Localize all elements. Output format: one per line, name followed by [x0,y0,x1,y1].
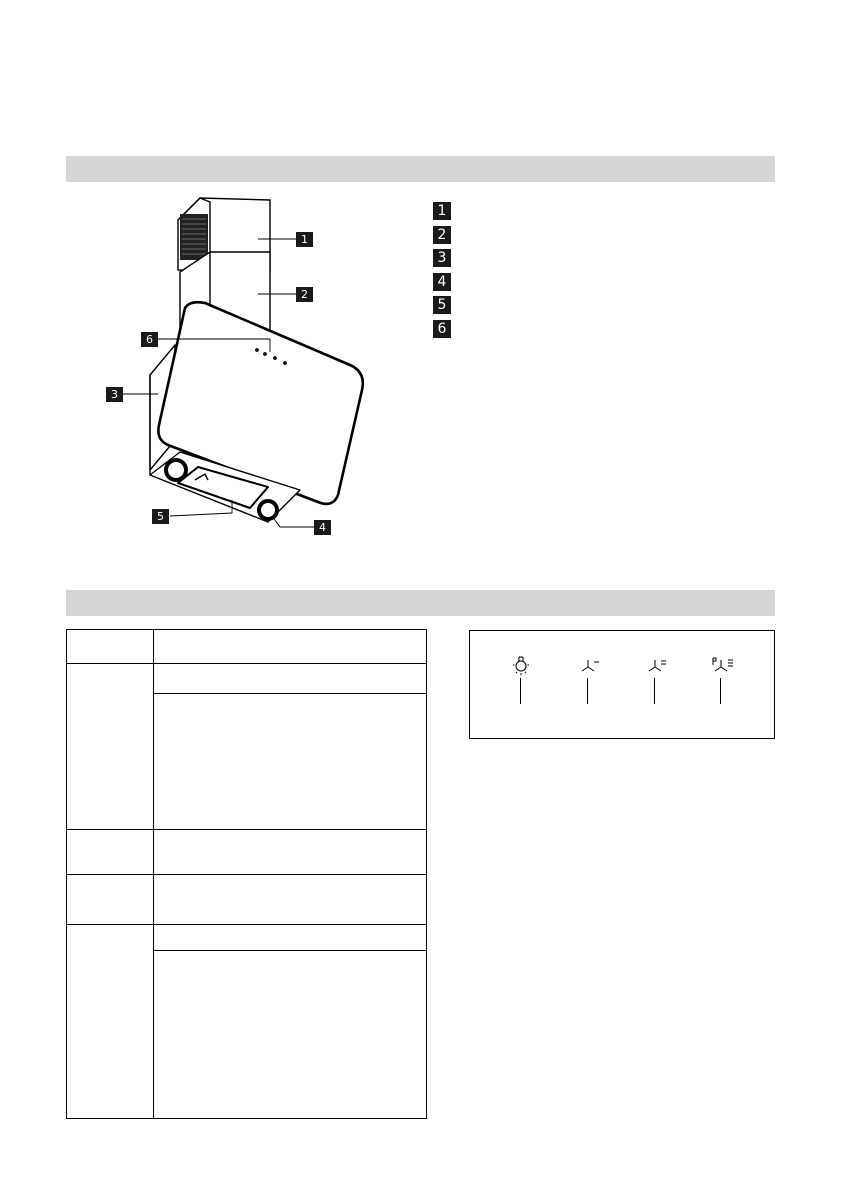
callout-5: 5 [152,509,169,524]
fan-speed-2-icon [639,655,671,677]
light-button[interactable] [501,655,541,705]
legend-number: 1 [433,202,451,220]
legend-item [433,202,451,226]
table-row-divider [67,924,426,925]
legend-number: 5 [433,296,451,314]
table-row-divider [67,874,426,875]
indicator-line [520,678,521,704]
legend-number: 2 [433,226,451,244]
legend-number: 3 [433,249,451,267]
legend-number: 4 [433,273,451,291]
hood-diagram [100,190,380,550]
fan-speed-1-button[interactable] [568,655,608,705]
indicator-line [587,678,588,704]
fan-speed-3-icon [705,655,741,677]
legend-item [433,320,451,344]
table-row-divider [153,693,426,694]
light-icon [505,655,537,677]
table-row-divider [67,829,426,830]
legend-item [433,249,451,273]
fan-speed-3-button[interactable] [701,655,741,705]
legend-item [433,226,451,250]
controls-table [66,629,427,1119]
callout-3: 3 [106,387,123,402]
indicator-line [720,678,721,704]
section-header-bar [66,156,775,182]
section-header-bar [66,590,775,616]
parts-legend [433,202,451,344]
fan-speed-2-button[interactable] [635,655,675,705]
callout-4: 4 [314,520,331,535]
legend-item [433,273,451,297]
callout-1: 1 [296,232,313,247]
callout-6: 6 [141,332,158,347]
legend-item [433,296,451,320]
table-row-divider [153,950,426,951]
control-panel [469,630,775,739]
callout-2: 2 [296,287,313,302]
fan-speed-1-icon [572,655,604,677]
table-row-divider [67,663,426,664]
indicator-line [654,678,655,704]
legend-number: 6 [433,320,451,338]
